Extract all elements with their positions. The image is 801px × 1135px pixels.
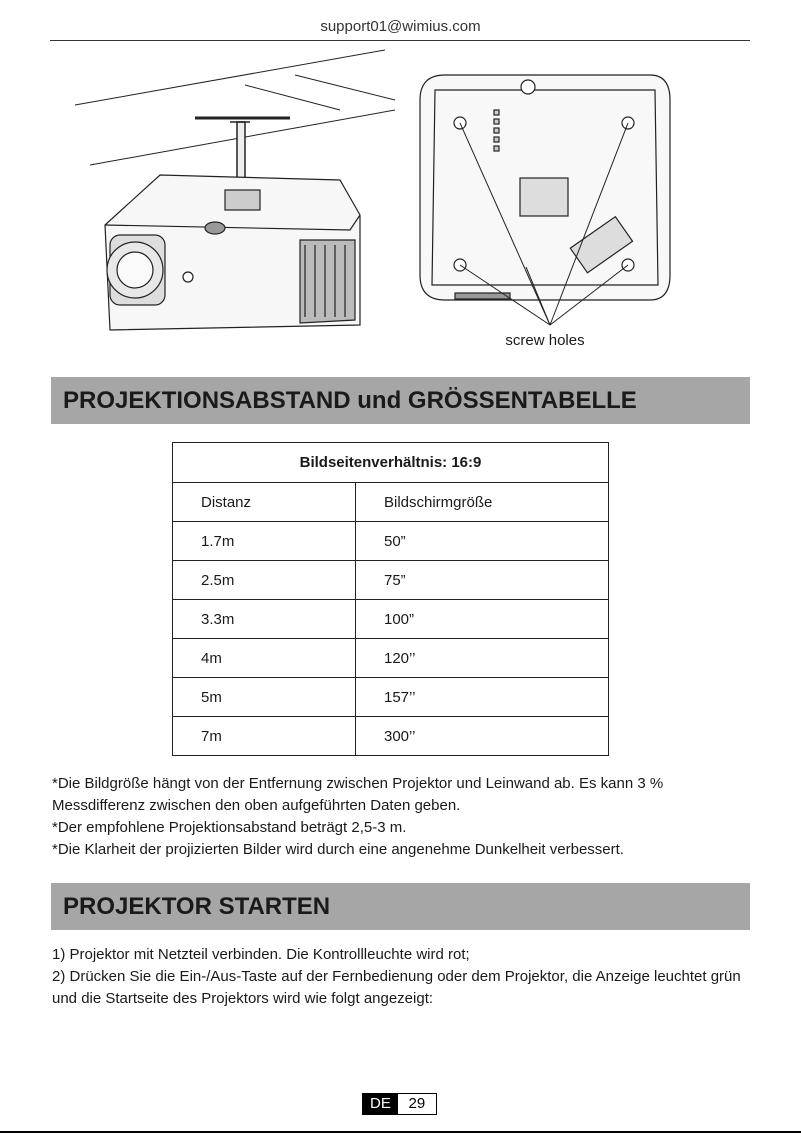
footer-divider [0,1131,801,1133]
language-label: DE [363,1094,398,1114]
header-email: support01@wimius.com [320,18,481,35]
ceiling-lines [75,50,395,165]
table-header-row [173,483,609,522]
ceiling-mount-illustration [50,45,750,355]
note-paragraph: *Die Klarheit der projizierten Bilder wird durch eine angenehme Dunkelheit verbessert. [52,841,624,858]
step-paragraph: 1) Projektor mit Netzteil verbinden. Die Kontrollleuchte wird rot; [52,946,470,963]
page-number: 29 [398,1094,436,1114]
screen-size-cell: 120’’ [356,639,609,678]
section-title-start: PROJEKTOR STARTEN [51,883,750,930]
table-row [173,600,609,639]
table-row [173,639,609,678]
notes-block [52,773,754,861]
distance-cell: 4m [173,639,356,678]
note-paragraph: *Der empfohlene Projektionsabstand beträgt 2,5-3 m. [52,819,407,836]
distance-cell: 7m [173,717,356,756]
page-number-badge [362,1093,437,1115]
distance-cell: 3.3m [173,600,356,639]
table-row [173,561,609,600]
column-header-distance: Distanz [173,483,356,522]
table-caption-row [173,443,609,483]
screen-size-cell: 157’’ [356,678,609,717]
column-header-screen-size: Bildschirmgröße [356,483,609,522]
note-paragraph: *Die Bildgröße hängt von der Entfernung zwischen Projektor und Leinwand ab. Es kann 3 % Messdifferenz zwischen den oben aufgeführten Daten geben. [52,775,664,814]
screen-size-cell: 100” [356,600,609,639]
table-row [173,678,609,717]
table-row [173,717,609,756]
projector-side-view [105,175,360,330]
table-row [173,522,609,561]
screen-size-cell: 75” [356,561,609,600]
screen-size-cell: 50” [356,522,609,561]
distance-cell: 5m [173,678,356,717]
header-divider [50,40,750,41]
screen-size-cell: 300’’ [356,717,609,756]
section-title-projection: PROJEKTIONSABSTAND und GRÖSSENTABELLE [51,377,750,424]
table-caption: Bildseitenverhältnis: 16:9 [173,443,609,483]
projection-size-table [172,442,609,756]
steps-block [52,944,754,1010]
distance-cell: 2.5m [173,561,356,600]
step-paragraph: 2) Drücken Sie die Ein-/Aus-Taste auf der Fernbedienung oder dem Projektor, die Anzeige leuchtet grün und die Startseite des Projektors wird wie folgt angezeigt: [52,968,741,1007]
screw-holes-label: screw holes [505,332,585,349]
projector-bottom-view [420,75,670,300]
distance-cell: 1.7m [173,522,356,561]
